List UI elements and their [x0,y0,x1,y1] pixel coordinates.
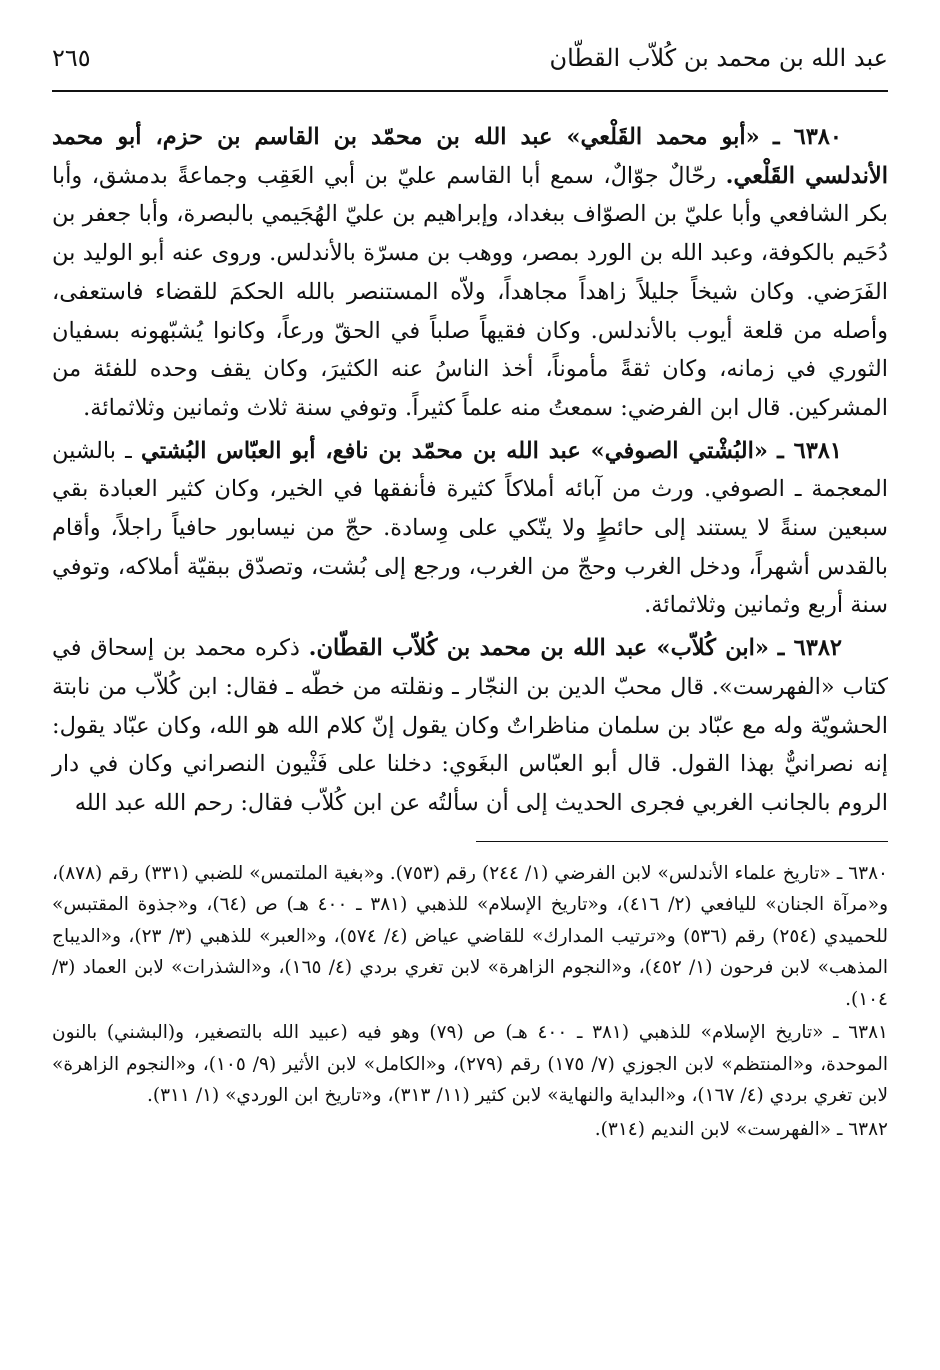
footnote-divider [476,841,888,842]
book-page [52,44,888,1147]
entry-body: رحّالٌ جوّالٌ، سمع أبا القاسم عليّ بن أبي العَقِب وجماعةً بدمشق، وأبا بكر الشافعي وأبا عليّ بن الصوّاف ببغداد، وإبراهيم بن عليّ الهُجَيمي بالبصرة، وأبا جعفر بن دُحَيم بالكوفة، وعبد الله بن الورد بمصر، ووهب بن مسرّة بالأندلس. وروى عنه أبو الوليد بن الفَرَضي. وكان شيخاً جليلاً زاهداً مجاهداً، ولاّه المستنصر بالله الحكمَ للقضاء فاستعفى، وأصله من قلعة أيوب بالأندلس. وكان فقيهاً صلباً في الحقّ ورعاً، وكانوا يُشبّهونه بسفيان الثوري في زمانه، وكان ثقةً مأموناً، أخذ الناسُ عنه الكثيرَ، وكان يقف وحده للفئة من المشركين. قال ابن الفرضي: سمعتُ منه علماً كثيراً. وتوفي سنة ثلاث وثمانين وثلاثمائة. [52,162,888,421]
footnote-6382: ٦٣٨٢ ـ «الفهرست» لابن النديم (٣١٤). [594,1118,888,1140]
running-head [52,44,888,92]
entry-body: ـ بالشين المعجمة ـ الصوفي. ورث من آبائه أملاكاً كثيرة فأنفقها في الخير، وكان كثير العبادة بقي سبعين سنةً لا يستند إلى حائطٍ ولا يتّكي على وِسادة. حجّ من نيسابور حافياً راجلاً، وأقام بالقدس أشهراً، ودخل الغرب وحجّ من الغرب، ورجع إلى بُشت، وتصدّق ببقيّة أملاكه، وتوفي سنة أربع وثمانين وثلاثمائة. [52,437,888,619]
footnote-6380: ٦٣٨٠ ـ «تاريخ علماء الأندلس» لابن الفرضي (١/ ٢٤٤) رقم (٧٥٣). و«بغية الملتمس» للضبي (٣٣١) رقم (٨٧٨)، و«مرآة الجنان» لليافعي (٢/ ٤١٦)، و«تاريخ الإسلام» للذهبي (٣٨١ ـ ٤٠٠ هـ) ص (٦٤)، و«جذوة المقتبس» للحميدي (٢٥٤) رقم (٥٣٦) و«ترتيب المدارك» للقاضي عياض (٤/ ٥٧٤)، و«العبر» للذهبي (٣/ ٢٣)، و«الديباج المذهب» لابن فرحون (١/ ٤٥٢)، و«النجوم الزاهرة» لابن تغري بردي (٤/ ١٦٥)، و«الشذرات» لابن العماد (٣/ ١٠٤). [52,862,889,1010]
running-title: عبد الله بن محمد بن كُلاّب القطّان [549,44,888,72]
entry-heading: «البُشْتي الصوفي» عبد الله بن محمّد بن نافع، أبو العبّاس البُشتي [140,437,768,464]
entry-6382 [52,629,888,823]
entry-number: ٦٣٨٢ ـ [777,635,843,662]
entry-6380 [52,118,888,428]
footnote-6381: ٦٣٨١ ـ «تاريخ الإسلام» للذهبي (٣٨١ ـ ٤٠٠ هـ) ص (٧٩) وهو فيه (عبيد الله بالتصغير، و(البشني) بالنون الموحدة، و«المنتظم» لابن الجوزي (٧/ ١٧٥) رقم (٢٧٩)، و«الكامل» لابن الأثير (٩/ ١٠٥)، و«النجوم الزاهرة» لابن تغري بردي (٤/ ١٦٧)، و«البداية والنهاية» لابن كثير (١١/ ٣١٣)، و«تاريخ ابن الوردي» (١/ ٣١١). [52,1022,888,1107]
entry-body: ذكره محمد بن إسحاق في كتاب «الفهرست». قال محبّ الدين بن النجّار ـ ونقلته من خطّه ـ فقال: ابن كُلاّب من نابتة الحشويّة وله مع عبّاد بن سلمان مناظراتٌ وكان يقول إنّ كلام الله هو الله، وكان عبّاد يقول: إنه نصرانيٌّ بهذا القول. قال أبو العبّاس البغَوي: دخلنا على فَثْيون النصراني وكان في دار الروم بالجانب الغربي فجرى الحديث إلى أن سألتُه عن ابن كُلاّب فقال: رحم الله عبد الله [52,635,888,816]
main-text [52,118,888,823]
entry-number: ٦٣٨٠ ـ [773,124,842,150]
footnotes [52,858,888,1146]
entry-6381 [52,432,888,626]
entry-heading: «ابن كُلاّب» عبد الله بن محمد بن كُلاّب القطّان. [308,635,769,662]
entry-number: ٦٣٨١ ـ [777,437,842,464]
page-number: ٢٦٥ [52,44,91,72]
entry-heading: «أبو محمد القَلْعي» عبد الله بن محمّد بن القاسم بن حزم، أبو محمد الأندلسي القَلْعي. [52,124,888,189]
